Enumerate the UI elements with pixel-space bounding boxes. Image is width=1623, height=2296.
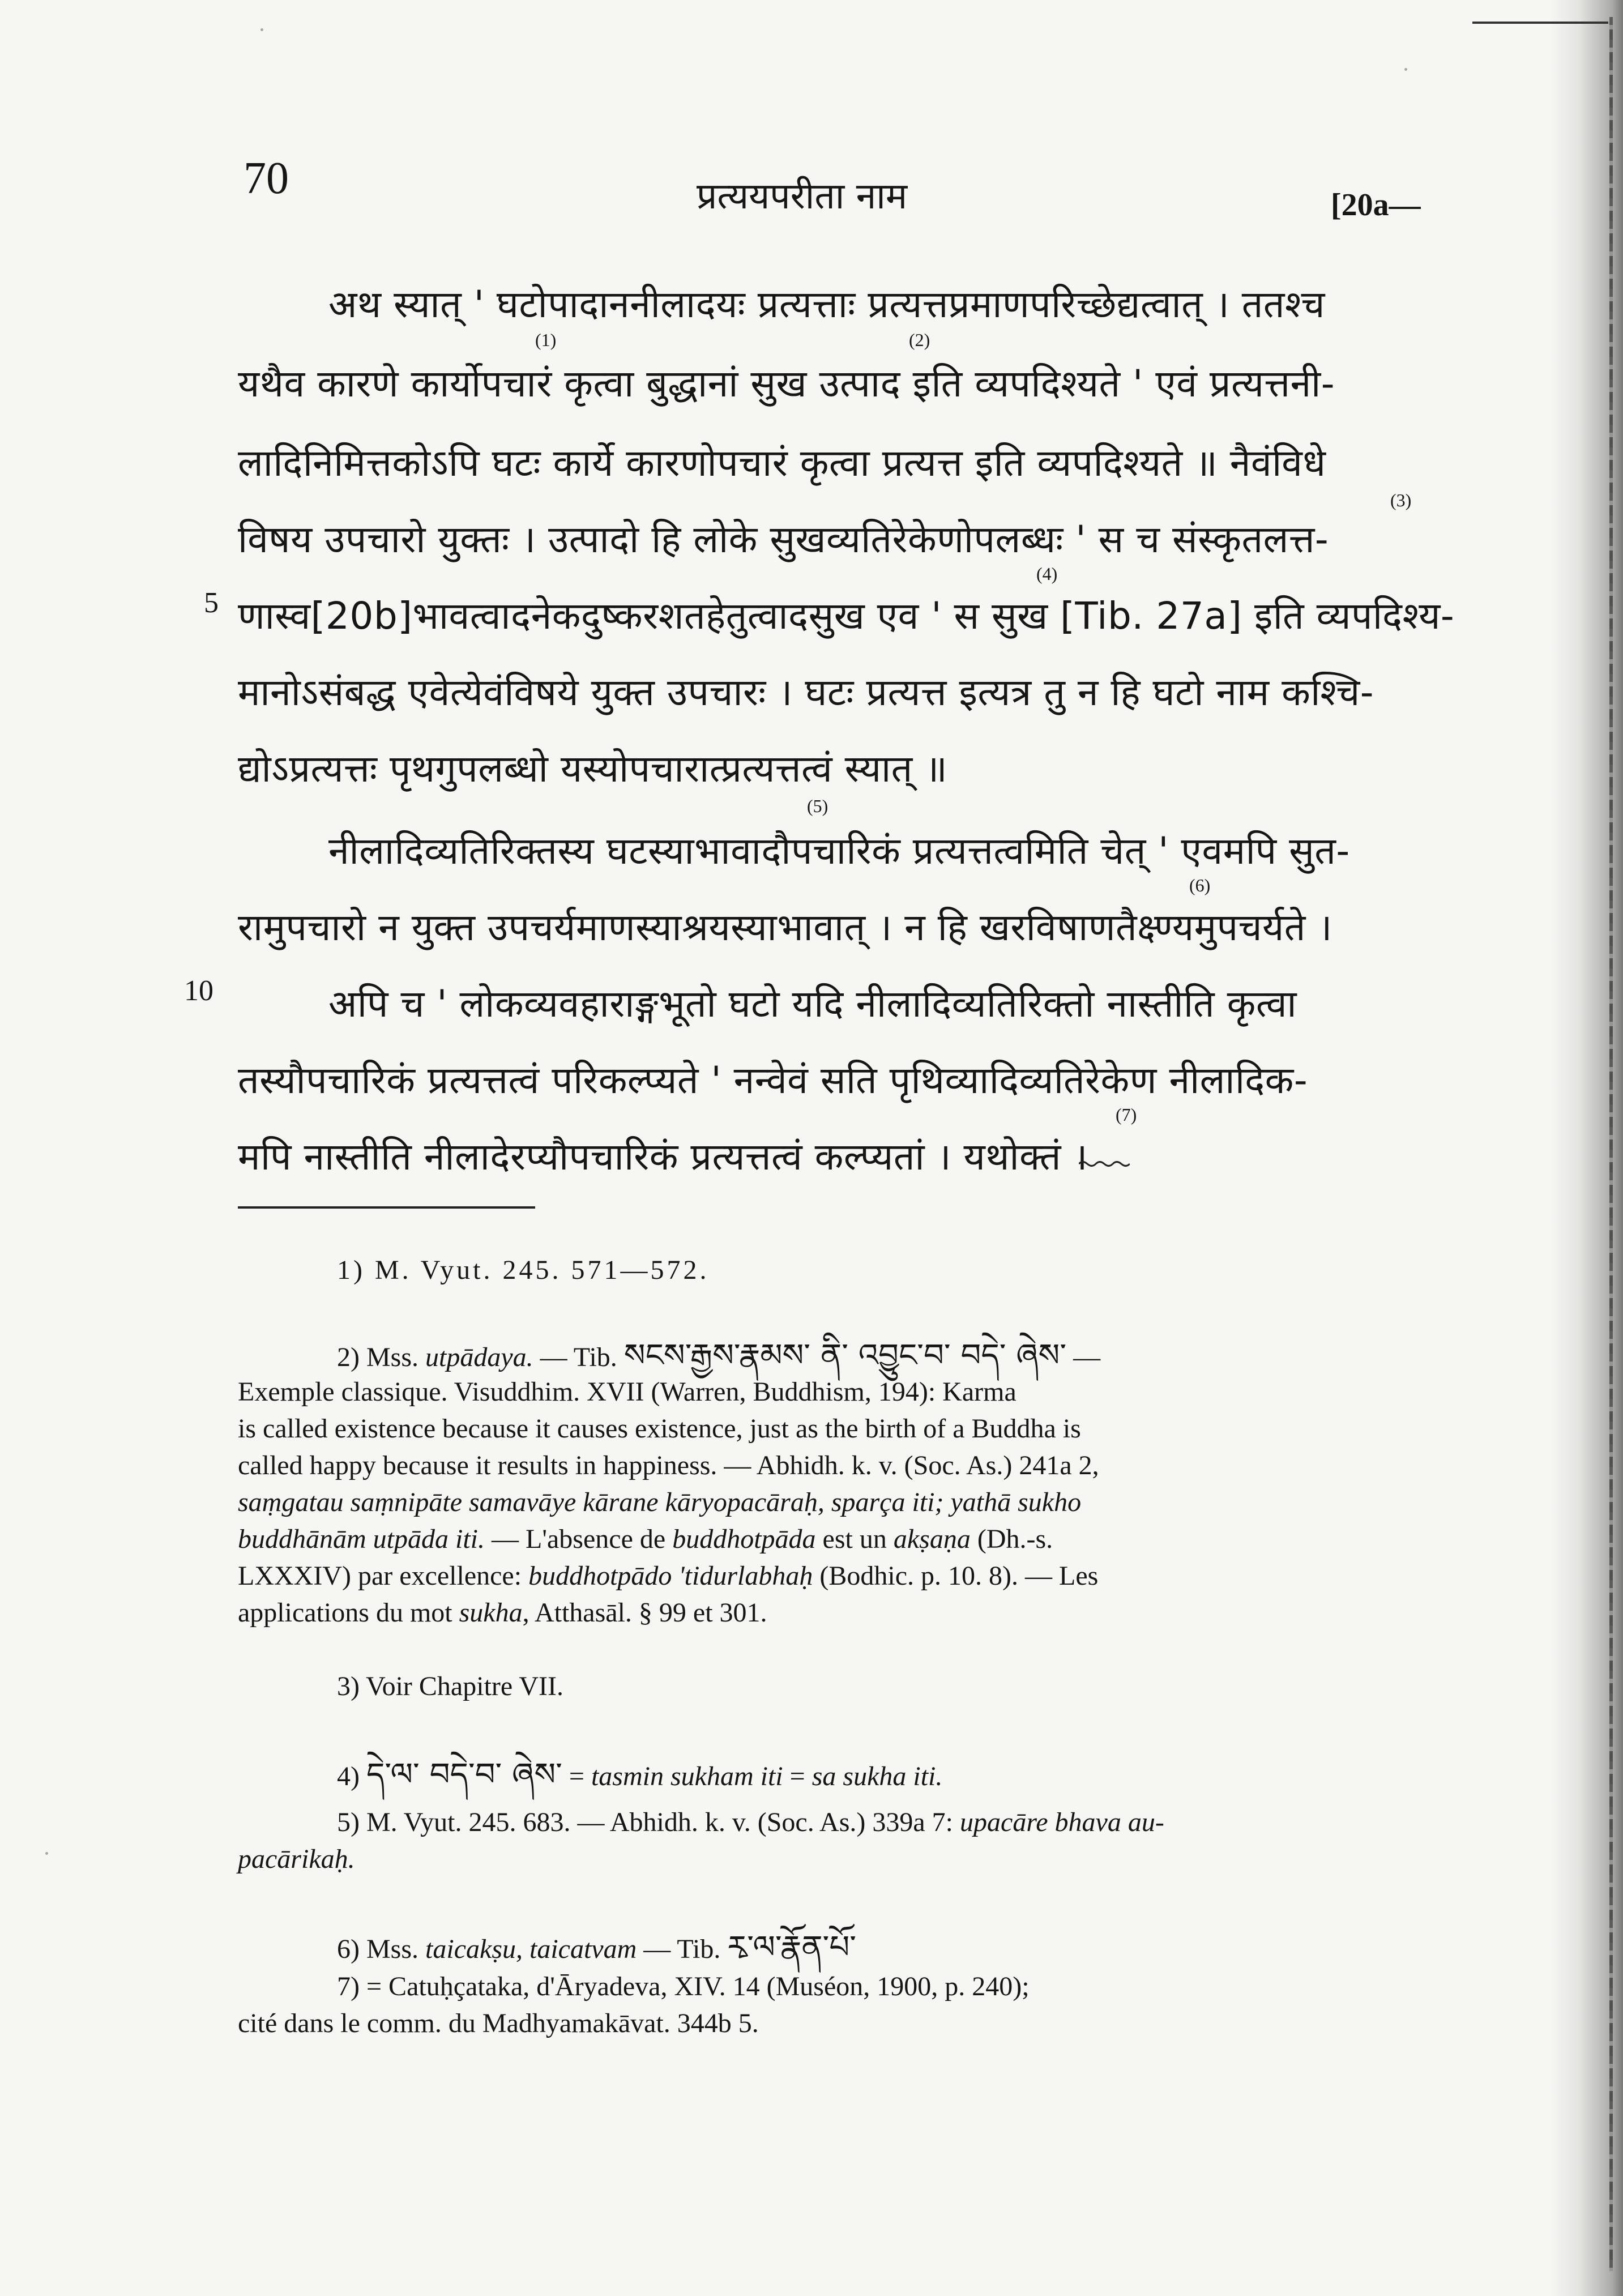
footnote-3: 3) Voir Chapitre VII. xyxy=(337,1671,563,1701)
sanskrit-line: णास्व[20b]भावत्वादनेकदुष्करशतहेतुत्वादसुख एव ' स सुख [Tib. 27a] इति व्यपदिश्य- xyxy=(238,594,1455,638)
sanskrit-line: लादिनिमित्तकोऽपि घटः कार्ये कारणोपचारं कृत्वा प्रत्यत्त इति व्यपदिश्यते ॥ नैवंविधे xyxy=(238,441,1326,485)
scan-binding-edge xyxy=(1609,17,1613,2271)
note-ref: (7) xyxy=(1116,1104,1137,1125)
line-number: 10 xyxy=(184,975,213,1007)
tibetan-text: དེ་ལ་ བདེ་བ་ ཞེས་ xyxy=(366,1756,562,1793)
sanskrit-line: तस्यौपचारिकं प्रत्यत्तत्वं परिकल्प्यते ' नन्वेवं सति पृथिव्यादिव्यतिरेकेण नीलादिक- xyxy=(238,1059,1308,1102)
sanskrit-line: अथ स्यात् ' घटोपादाननीलादयः प्रत्यत्ताः प्रत्यत्तप्रमाणपरिच्छेद्यत्वात् । ततश्च xyxy=(328,283,1325,326)
note-ref: (5) xyxy=(807,796,828,816)
scan-speck xyxy=(1404,68,1407,71)
sanskrit-line: अपि च ' लोकव्यवहाराङ्गभूतो घटो यदि नीलादिव्यतिरिक्तो नास्तीति कृत्वा xyxy=(328,982,1297,1026)
note-ref: (6) xyxy=(1189,875,1211,895)
scan-top-mark xyxy=(1472,22,1608,24)
sanskrit-line: विषय उपचारो युक्तः । उत्पादो हि लोके सुखव्यतिरेकेणोपलब्धः ' स च संस्कृतलत्त- xyxy=(238,518,1329,561)
footnote-2: 2) Mss. utpādaya. — Tib. སངས་རྒྱས་རྣམས་ ནི་ འབྱུང་བ་ བདེ་ ཞེས་ — xyxy=(337,1337,1101,1374)
folio-reference: [20a— xyxy=(1331,187,1421,223)
footnote-1: 1) M. Vyut. 245. 571—572. xyxy=(337,1255,710,1285)
line-number: 5 xyxy=(204,587,219,619)
footnote-4: 4) དེ་ལ་ བདེ་བ་ ཞེས་ = tasmin sukham iti = sa sukha iti. xyxy=(337,1756,943,1793)
footnote-6: 6) Mss. taicakṣu, taicatvam — Tib. རྭ་ལ་རྣོན་པོ་ xyxy=(337,1929,856,1966)
wavy-underline xyxy=(1079,1160,1130,1168)
footnote-2-line: buddhānām utpāda iti. — L'absence de buddhotpāda est un akṣaṇa (Dh.-s. xyxy=(238,1524,1053,1554)
footnote-2-line: saṃgatau saṃnipāte samavāye kārane kāryopacāraḥ, sparça iti; yathā sukho xyxy=(238,1487,1082,1517)
scan-speck xyxy=(45,1852,48,1855)
note-ref: (2) xyxy=(909,330,930,350)
note-ref: (1) xyxy=(535,330,557,350)
page-number: 70 xyxy=(244,153,289,203)
footnote-2-line: called happy because it results in happiness. — Abhidh. k. v. (Soc. As.) 241a 2, xyxy=(238,1450,1099,1480)
footnote-5-line: pacārikaḥ. xyxy=(238,1844,355,1874)
note-ref: (4) xyxy=(1036,564,1058,584)
footnote-separator xyxy=(238,1206,535,1209)
sanskrit-line: नीलादिव्यतिरिक्तस्य घटस्याभावादौपचारिकं प्रत्यत्तत्वमिति चेत् ' एवमपि सुत- xyxy=(328,829,1350,873)
footnote-2-line: is called existence because it causes existence, just as the birth of a Buddha is xyxy=(238,1414,1081,1444)
sanskrit-line: मानोऽसंबद्ध एवेत्येवंविषये युक्त उपचारः । घटः प्रत्यत्त इत्यत्र तु न हि घटो नाम कश्चि- xyxy=(238,671,1374,714)
tibetan-text: སངས་རྒྱས་རྣམས་ ནི་ འབྱུང་བ་ བདེ་ ཞེས་ xyxy=(623,1337,1067,1374)
footnote-2-line: applications du mot sukha, Atthasāl. § 99 et 301. xyxy=(238,1598,767,1628)
tibetan-text: རྭ་ལ་རྣོན་པོ་ xyxy=(727,1929,856,1966)
sanskrit-line: द्योऽप्रत्यत्तः पृथगुपलब्धो यस्योपचारात्प्रत्यत्तत्वं स्यात् ॥ xyxy=(238,747,948,791)
sanskrit-line: रामुपचारो न युक्त उपचर्यमाणस्याश्रयस्याभावात् । न हि खरविषाणतैक्ष्ण्यमुपचर्यते । xyxy=(238,906,1332,949)
sanskrit-line: यथैव कारणे कार्योपचारं कृत्वा बुद्धानां सुख उत्पाद इति व्यपदिश्यते ' एवं प्रत्यत्तनी- xyxy=(238,362,1335,406)
footnote-7: 7) = Catuḥçataka, d'Āryadeva, XIV. 14 (Muséon, 1900, p. 240); xyxy=(337,1971,1030,2001)
footnote-2-line: LXXXIV) par excellence: buddhotpādo 'tidurlabhaḥ (Bodhic. p. 10. 8). — Les xyxy=(238,1561,1099,1591)
footnote-7-line: cité dans le comm. du Madhyamakāvat. 344b 5. xyxy=(238,2008,759,2038)
sanskrit-line: मपि नास्तीति नीलादेरप्यौपचारिकं प्रत्यत्तत्वं कल्प्यतां । यथोक्तं । xyxy=(238,1135,1088,1179)
note-ref: (3) xyxy=(1390,490,1412,510)
footnote-2-line: Exemple classique. Visuddhim. XVII (Warren, Buddhism, 194): Karma xyxy=(238,1377,1016,1407)
running-title: प्रत्ययपरीता नाम xyxy=(697,176,908,217)
scan-speck xyxy=(260,28,263,31)
footnote-5: 5) M. Vyut. 245. 683. — Abhidh. k. v. (Soc. As.) 339a 7: upacāre bhava au- xyxy=(337,1807,1164,1837)
